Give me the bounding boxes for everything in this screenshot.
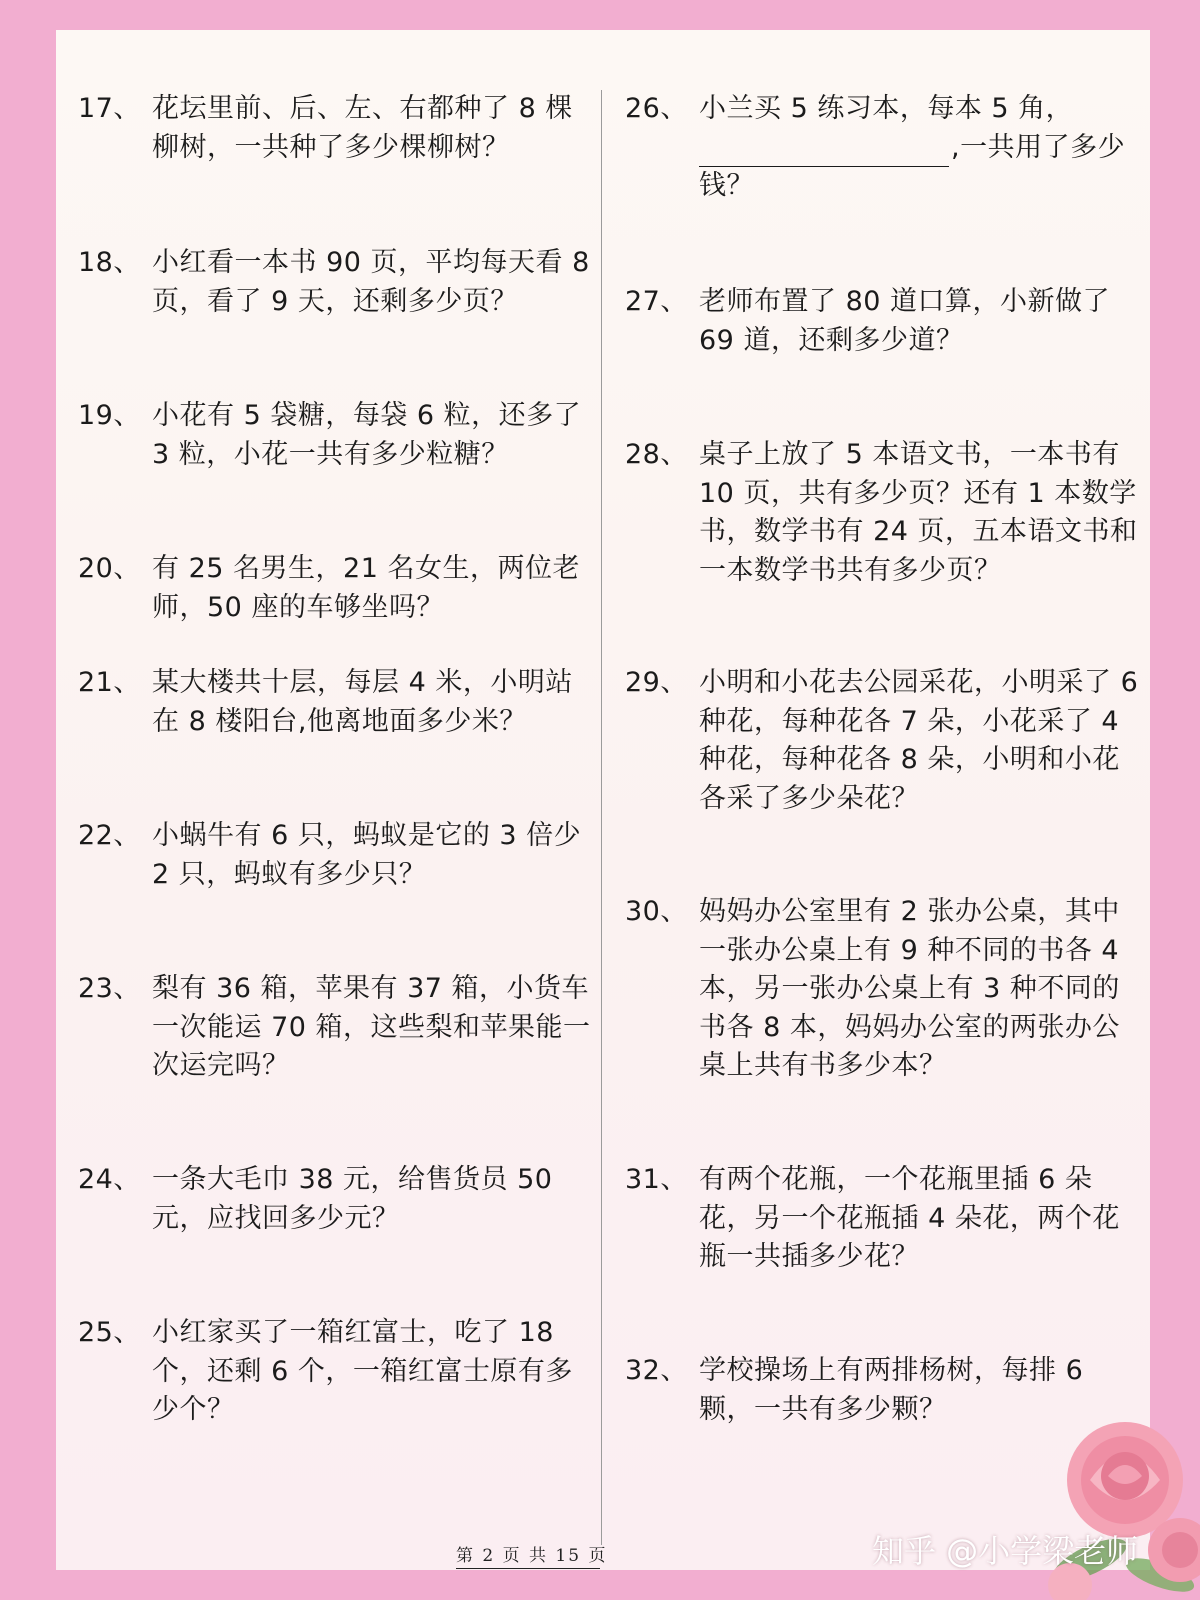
question-number: 32、 xyxy=(625,1355,688,1386)
column-divider xyxy=(601,90,602,1545)
question-text: 小明和小花去公园采花，小明采了 6 种花，每种花各 7 朵，小花采了 4 种花，每种花各 8 朵，小明和小花各采了多少朵花？ xyxy=(699,667,1139,814)
question-number: 17、 xyxy=(78,93,141,124)
question-text: 小蜗牛有 6 只，蚂蚁是它的 3 倍少 2 只，蚂蚁有多少只？ xyxy=(152,820,582,890)
question-text: 一条大毛巾 38 元，给售货员 50 元，应找回多少元？ xyxy=(152,1164,553,1234)
question-number: 24、 xyxy=(78,1164,141,1195)
question-number: 27、 xyxy=(625,286,688,317)
question-number: 26、 xyxy=(625,93,688,124)
watermark: 知乎 @小学梁老师 xyxy=(872,1532,1139,1570)
question-text xyxy=(699,90,1139,206)
question-text: 花坛里前、后、左、右都种了 8 棵柳树，一共种了多少棵柳树？ xyxy=(152,93,573,163)
question-number: 31、 xyxy=(625,1164,688,1195)
question-number: 20、 xyxy=(78,553,141,584)
question-number: 28、 xyxy=(625,439,688,470)
question-text: 桌子上放了 5 本语文书，一本书有 10 页，共有多少页？还有 1 本数学书，数学书有 24 页，五本语文书和一本数学书共有多少页？ xyxy=(699,439,1138,586)
question-text: 有 25 名男生，21 名女生，两位老师，50 座的车够坐吗？ xyxy=(152,553,580,623)
question-text: 老师布置了 80 道口算，小新做了 69 道，还剩多少道？ xyxy=(699,286,1111,356)
question-number: 23、 xyxy=(78,973,141,1004)
question-number: 21、 xyxy=(78,667,141,698)
question-text-line1: 小兰买 5 练习本，每本 5 角， xyxy=(699,93,1074,124)
question-text: 小红家买了一箱红富士，吃了 18 个，还剩 6 个，一箱红富士原有多少个？ xyxy=(152,1317,573,1425)
question-number: 22、 xyxy=(78,820,141,851)
question-number: 25、 xyxy=(78,1317,141,1348)
question-text: 妈妈办公室里有 2 张办公桌，其中一张办公桌上有 9 种不同的书各 4 本，另一张办公桌上有 3 种不同的书各 8 本，妈妈办公室的两张办公桌上共有书多少本？ xyxy=(699,896,1120,1081)
question-text: 小花有 5 袋糖，每袋 6 粒，还多了 3 粒，小花一共有多少粒糖？ xyxy=(152,400,582,470)
question-text-rest: ,一共用了多少钱？ xyxy=(699,131,1126,201)
question-number: 29、 xyxy=(625,667,688,698)
question-text: 学校操场上有两排杨树，每排 6 颗，一共有多少颗？ xyxy=(699,1355,1084,1425)
question-number: 30、 xyxy=(625,896,688,927)
question-text: 某大楼共十层，每层 4 米，小明站在 8 楼阳台,他离地面多少米？ xyxy=(152,667,573,737)
page-footer: 第 2 页 共 15 页 xyxy=(456,1541,600,1569)
question-text: 小红看一本书 90 页，平均每天看 8 页，看了 9 天，还剩多少页？ xyxy=(152,247,590,317)
answer-blank[interactable] xyxy=(699,136,949,167)
question-number: 18、 xyxy=(78,247,141,278)
question-number: 19、 xyxy=(78,400,141,431)
question-text: 梨有 36 箱，苹果有 37 箱，小货车一次能运 70 箱，这些梨和苹果能一次运完吗？ xyxy=(152,973,591,1081)
question-text: 有两个花瓶，一个花瓶里插 6 朵花，另一个花瓶插 4 朵花，两个花瓶一共插多少花？ xyxy=(699,1164,1120,1272)
